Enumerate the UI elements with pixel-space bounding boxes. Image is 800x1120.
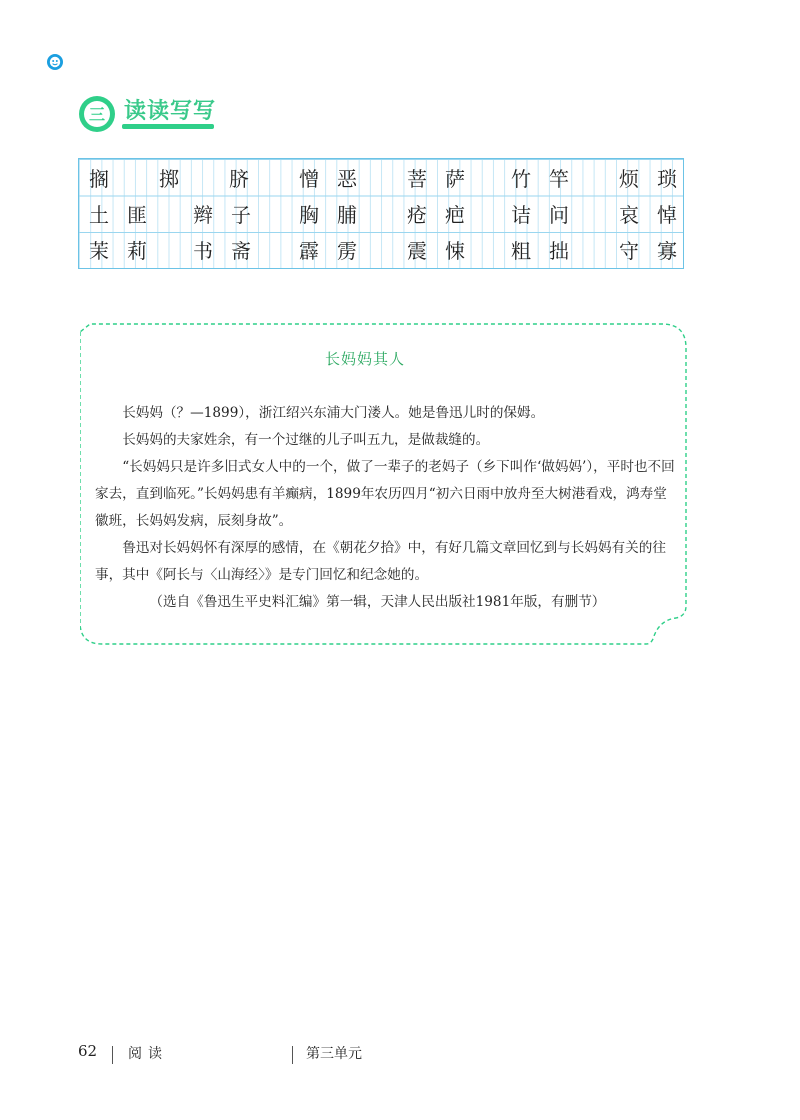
vocab-word: 霹雳 [299,239,375,263]
vocab-word: 茉莉 [89,239,165,263]
footer-book-title: 阅读 [128,1046,168,1062]
section-number-badge [78,95,116,133]
footer-unit: 第三单元 [306,1046,362,1062]
vocab-word: 土匪 [89,203,165,227]
vocab-word: 守寡 [619,239,695,263]
vocab-word: 辫子 [193,203,269,227]
vocab-word: 震悚 [407,239,483,263]
section-badge-text: 三 [88,105,106,124]
vocab-word: 脐 [229,167,267,191]
smiley-icon [46,53,64,71]
vocab-word: 搁 [89,167,127,191]
vocab-row-1 [79,161,695,197]
article-card [80,322,690,648]
page-footer [0,1034,800,1074]
page-number: 62 [78,1042,98,1060]
vocab-word: 胸脯 [299,203,375,227]
vocab-word: 烦琐 [619,167,695,191]
vocab-word: 竹竿 [511,167,587,191]
section-underline [122,124,214,129]
article-title: 长妈妈其人 [324,350,405,368]
vocab-grid [78,158,695,269]
footer-divider [112,1046,113,1064]
footer-divider [292,1046,293,1064]
article-body [95,400,675,616]
article-paragraph: “长妈妈只是许多旧式女人中的一个，做了一辈子的老妈子（乡下叫作‘做妈妈’），平时也不回家去，直到临死。”长妈妈患有羊癫病，1899年农历四月“初六日雨中放舟至大树港看戏，鸿寿堂徽班，长妈妈发病，辰刻身故”。 [95,459,675,529]
vocab-word: 粗拙 [511,239,587,263]
article-paragraph: 长妈妈的夫家姓余，有一个过继的儿子叫五九，是做裁缝的。 [122,432,490,448]
vocab-row-2 [79,197,695,233]
vocab-row-3 [79,233,695,269]
vocab-word: 掷 [159,167,197,191]
article-paragraph: 鲁迅对长妈妈怀有深厚的感情，在《朝花夕拾》中，有好几篇文章回忆到与长妈妈有关的往事，其中《阿长与〈山海经〉》是专门回忆和纪念她的。 [95,540,666,583]
vocab-word: 憎恶 [299,167,375,191]
vocab-word: 疮疤 [407,203,483,227]
vocab-word: 诘问 [511,203,587,227]
vocab-word: 哀悼 [619,203,695,227]
vocab-word: 书斋 [193,239,269,263]
article-paragraph: 长妈妈（？—1899），浙江绍兴东浦大门溇人。她是鲁迅儿时的保姆。 [122,405,545,421]
section-title: 读读写写 [124,99,217,124]
vocab-word: 菩萨 [407,167,483,191]
section-heading [78,92,218,134]
article-source: （选自《鲁迅生平史料汇编》第一辑，天津人民出版社1981年版，有删节） [149,594,606,610]
